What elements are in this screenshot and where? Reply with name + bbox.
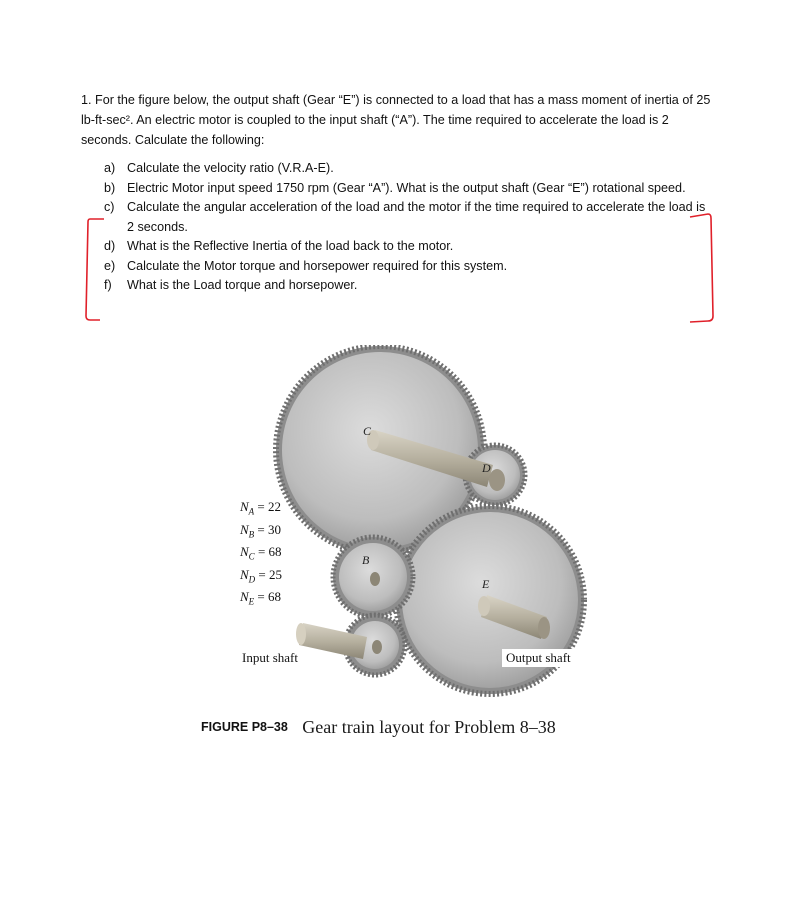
- gear-letter-e: E: [482, 577, 490, 591]
- list-item: [104, 198, 714, 237]
- question-text: Electric Motor input speed 1750 rpm (Gear “A”). What is the output shaft (Gear “E”) rotational speed.: [127, 180, 686, 195]
- gear-letter-c: C: [363, 424, 372, 438]
- question-letter: c): [104, 200, 115, 214]
- question-text: Calculate the angular acceleration of the load and the motor if the time required to accelerate the load is 2 seconds.: [127, 200, 706, 234]
- list-item: [104, 237, 714, 257]
- question-text: What is the Reflective Inertia of the load back to the motor.: [127, 239, 454, 253]
- list-item: [104, 159, 714, 179]
- list-item: [104, 179, 714, 199]
- question-text: Calculate the Motor torque and horsepower required for this system.: [127, 258, 508, 273]
- question-list: [104, 159, 714, 296]
- question-letter: d): [104, 239, 116, 253]
- tooth-count-c: $N_C = 68$: [240, 544, 282, 562]
- output-shaft-label: Output shaft: [502, 649, 575, 667]
- figure-caption: [201, 717, 556, 738]
- tooth-count-e: $N_E = 68$: [240, 589, 282, 607]
- caption-label: FIGURE P8–38: [201, 720, 288, 734]
- gear-b: [333, 537, 413, 617]
- question-letter: a): [104, 161, 116, 175]
- list-item: [104, 257, 714, 277]
- gear-letter-b: B: [362, 553, 370, 567]
- question-letter: f): [104, 278, 112, 292]
- question-text: What is the Load torque and horsepower.: [127, 278, 358, 292]
- question-text: Calculate the velocity ratio (V.R.A-E).: [127, 161, 334, 175]
- gear-letter-d: D: [482, 461, 491, 475]
- problem-intro: 1. For the figure below, the output shaft (Gear “E”) is connected to a load that has a mass moment of inertia of 25 lb-ft-sec². An electric motor is coupled to the input shaft (“A”). The time required to accelerate the load is 2 seconds. Calculate the following:: [81, 93, 711, 147]
- tooth-count-a: $N_A = 22$: [240, 499, 282, 517]
- left-bracket: [86, 219, 104, 320]
- gear-tooth-counts: [240, 498, 282, 611]
- question-letter: e): [104, 258, 116, 273]
- input-shaft-label: Input shaft: [238, 649, 302, 667]
- question-letter: b): [104, 180, 116, 195]
- tooth-count-d: $N_D = 25$: [240, 566, 283, 585]
- list-item: [104, 276, 714, 296]
- caption-text: Gear train layout for Problem 8–38: [302, 717, 556, 737]
- tooth-count-b: $N_B = 30$: [240, 521, 282, 540]
